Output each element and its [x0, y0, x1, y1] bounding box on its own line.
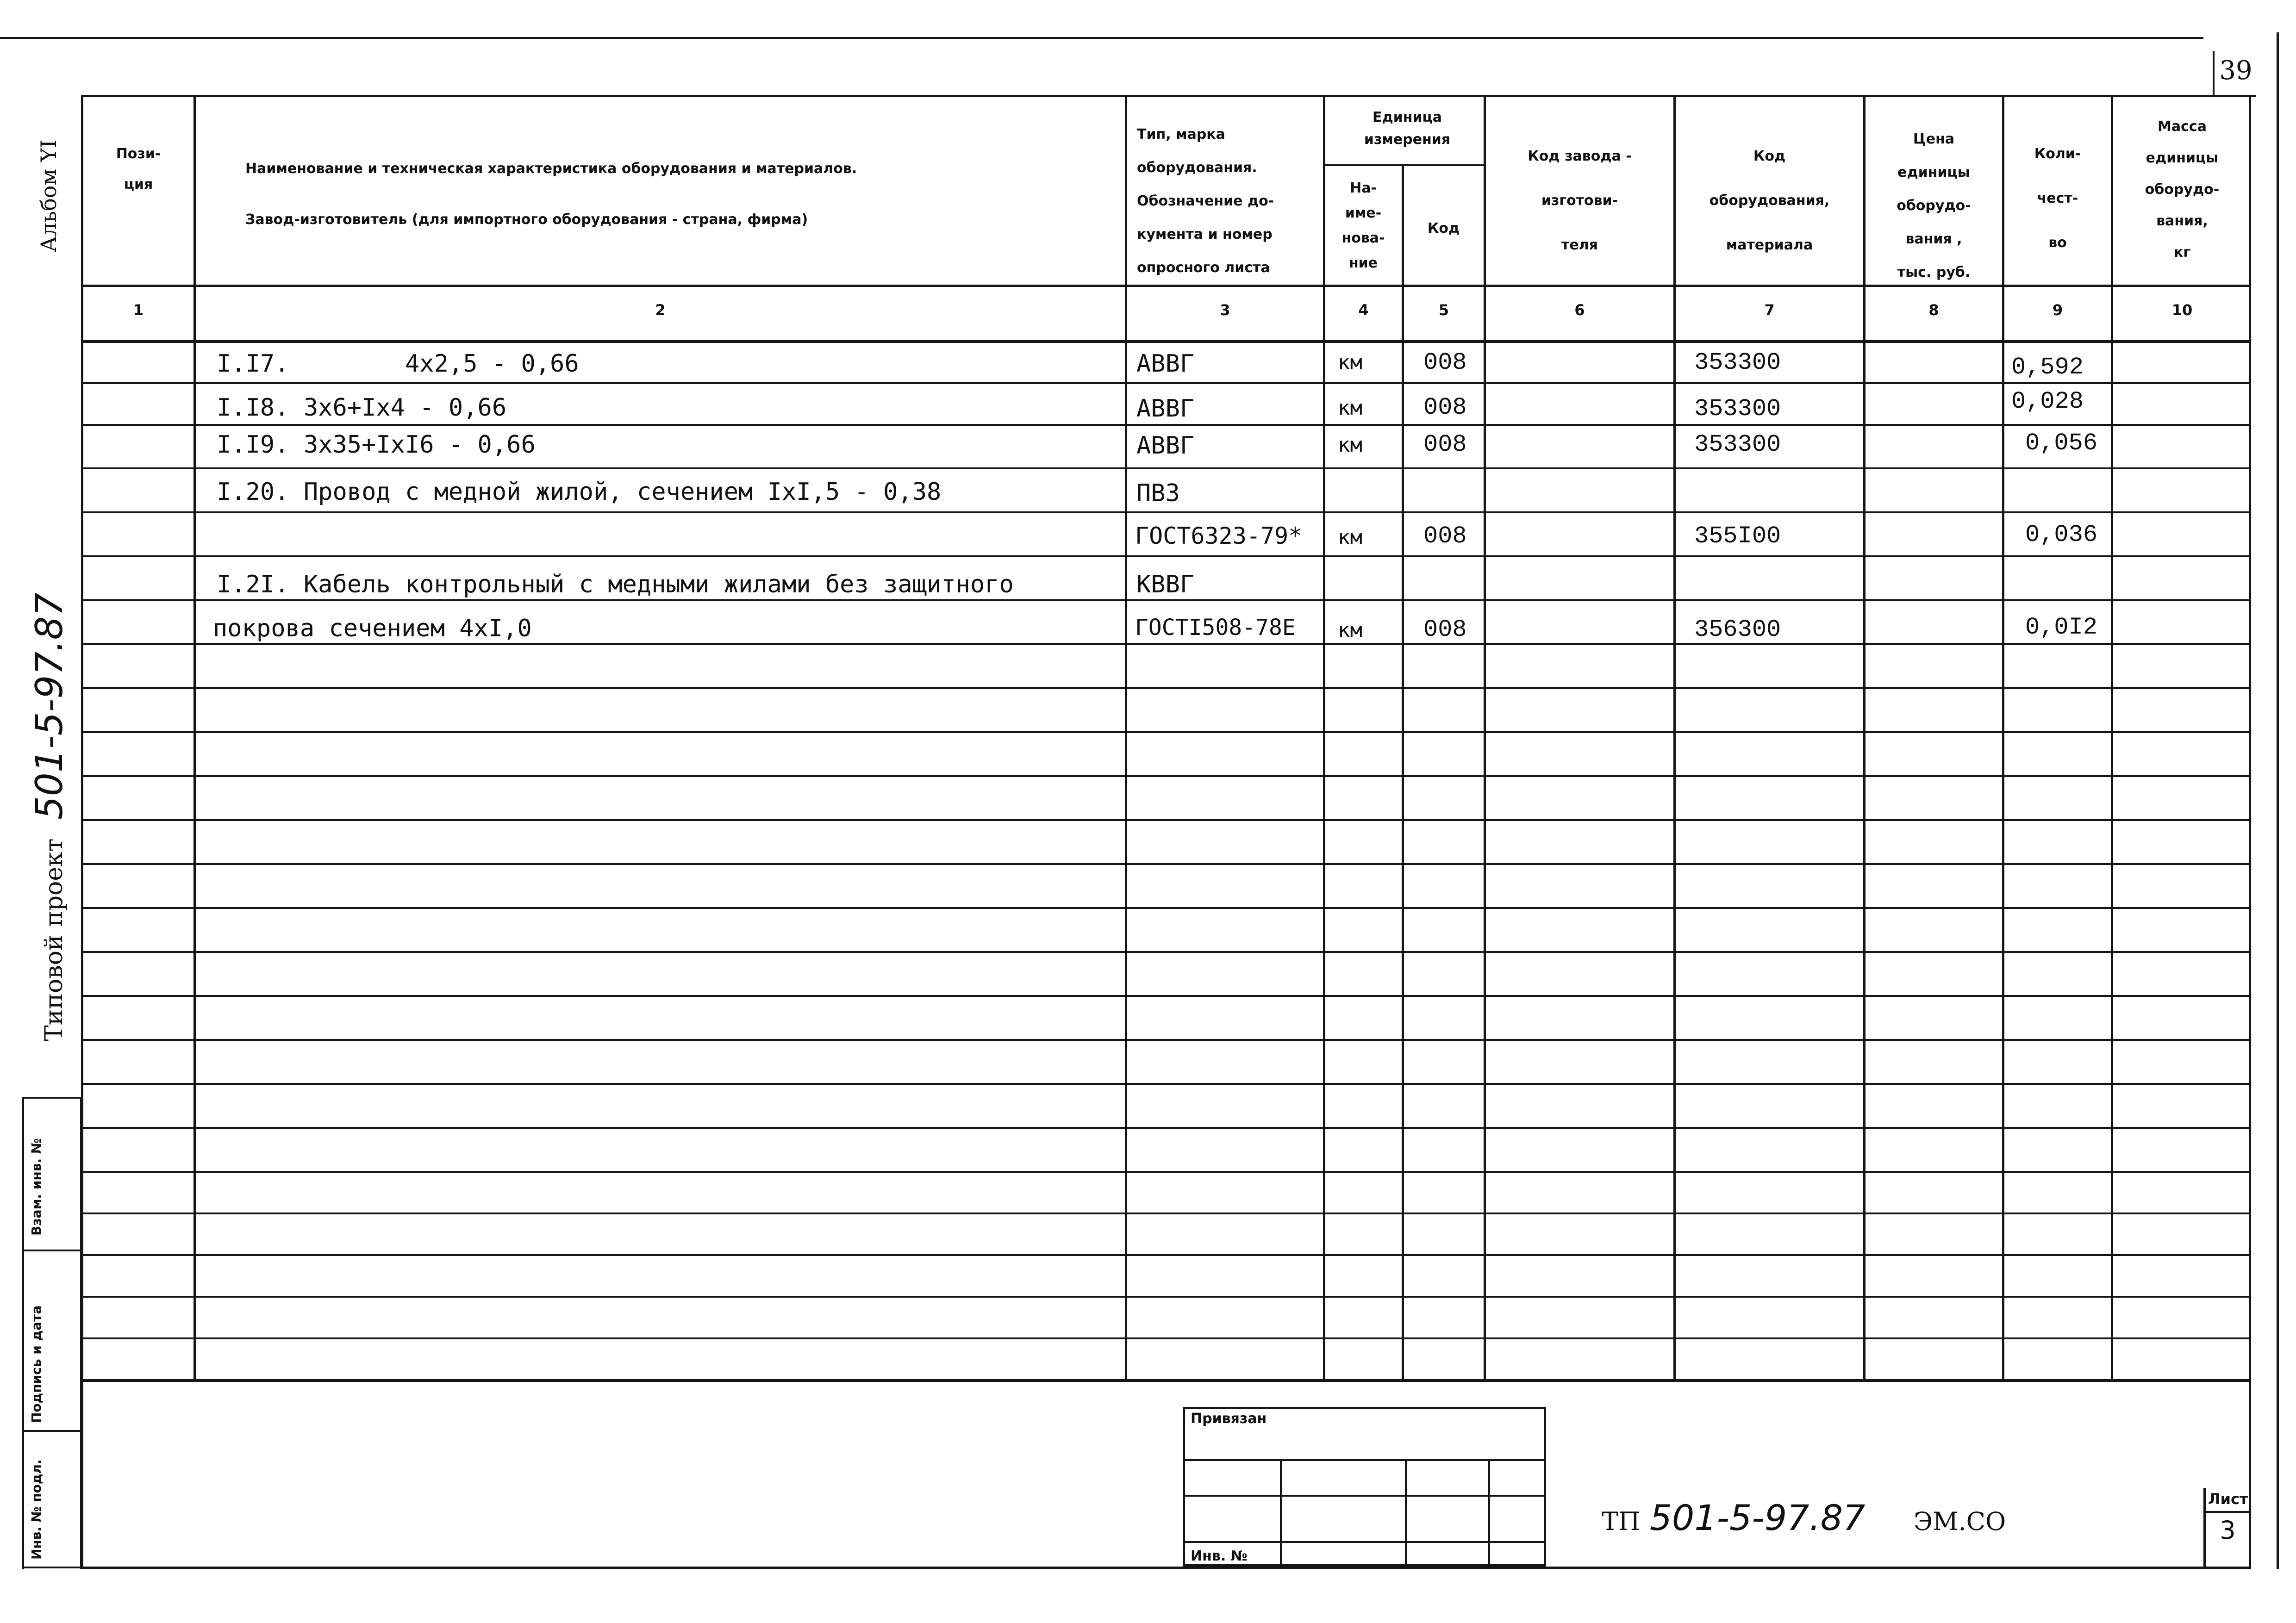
- header-unit-code: Код: [1427, 220, 1460, 236]
- row-unit: км: [1338, 433, 1362, 457]
- row-line: [81, 1171, 2251, 1173]
- stamp-divider: [22, 1430, 82, 1432]
- unit-subheader-line: [1323, 164, 1486, 166]
- row-line: [81, 1127, 2251, 1129]
- row-equipment-code: 356300: [1694, 616, 1781, 643]
- row-equipment-code: 353300: [1694, 395, 1781, 423]
- row-type: АВВГ: [1136, 395, 1195, 423]
- project-label: [28, 593, 71, 1041]
- stamp-divider: [22, 1097, 82, 1099]
- row-name: I.I8. 3x6+Ix4 - 0,66: [217, 394, 507, 422]
- row-line: [81, 1213, 2251, 1214]
- row-unit: км: [1338, 618, 1362, 642]
- stamp-label-replace: Взам. инв. №: [29, 1138, 44, 1236]
- header-line: материала: [1726, 237, 1813, 253]
- row-line: [81, 995, 2251, 997]
- stamp-divider: [22, 1567, 82, 1568]
- col-line: [1125, 95, 1127, 1381]
- stamp-divider: [22, 1250, 82, 1251]
- header-line: Код: [1753, 148, 1786, 164]
- bound-stamp-line: [1183, 1495, 1546, 1497]
- row-code: 008: [1423, 349, 1467, 376]
- row-quantity: 0,056: [2025, 429, 2098, 457]
- row-unit: км: [1338, 526, 1362, 549]
- header-line: Цена: [1913, 131, 1955, 147]
- col-line: [193, 95, 196, 1381]
- header-line: изготови-: [1541, 193, 1618, 209]
- col-line: [2111, 95, 2113, 1381]
- row-equipment-code: 353300: [1694, 431, 1781, 458]
- row-code: 008: [1423, 394, 1467, 421]
- column-number: 1: [133, 301, 144, 319]
- top-border-line: [0, 37, 2203, 39]
- row-name: I.2I. Кабель контрольный с медными жилами без защитного: [217, 571, 1014, 598]
- col-line: [1402, 164, 1404, 1381]
- row-type: ГОСТ6323-79*: [1135, 522, 1303, 549]
- bound-stamp-line: [1183, 1541, 1546, 1543]
- project-number: 501-5-97.87: [28, 592, 71, 820]
- row-name: I.I9. 3x35+IxI6 - 0,66: [217, 431, 536, 459]
- header-line: Пози-: [116, 146, 161, 162]
- header-line: Масса: [2158, 118, 2207, 135]
- header-line: чест-: [2037, 190, 2078, 206]
- row-line: [81, 775, 2251, 777]
- row-line: [81, 599, 2251, 601]
- row-code: 008: [1423, 522, 1467, 550]
- column-number: 4: [1358, 301, 1369, 319]
- row-quantity: 0,036: [2025, 521, 2098, 548]
- col-line: [1323, 95, 1325, 1381]
- row-line: [81, 555, 2251, 557]
- header-line: оборудо-: [1897, 198, 1971, 214]
- row-code: 008: [1423, 431, 1467, 458]
- row-code: 008: [1423, 616, 1467, 643]
- sheet-number: 3: [2220, 1516, 2236, 1545]
- row-type: АВВГ: [1136, 350, 1195, 378]
- bound-stamp-col: [1280, 1459, 1282, 1567]
- header-line: вания,: [2156, 213, 2208, 229]
- row-quantity: 0,028: [2011, 388, 2084, 415]
- stamp-label-signature: Подпись и дата: [29, 1305, 44, 1423]
- row-line: [81, 1296, 2251, 1298]
- doc-code-prefix: ТП: [1602, 1507, 1641, 1536]
- column-number: 9: [2052, 301, 2063, 319]
- album-label: Альбом YI: [36, 139, 61, 252]
- row-line: [81, 1039, 2251, 1041]
- row-quantity: 0,592: [2011, 354, 2084, 381]
- bound-label: Привязан: [1191, 1411, 1267, 1427]
- row-line: [81, 951, 2251, 953]
- row-line: [81, 687, 2251, 689]
- row-name: I.20. Провод с медной жилой, сечением IxI,5 - 0,38: [217, 478, 942, 506]
- page-number: 39: [2219, 56, 2252, 86]
- row-type: ГОСТI508-78Е: [1135, 615, 1296, 640]
- header-line: тыс. руб.: [1897, 264, 1971, 280]
- stamp-strip-left: [22, 1097, 24, 1569]
- header-line: На-: [1350, 180, 1377, 196]
- header-quantity: [2004, 132, 2111, 265]
- header-line: оборудования,: [1709, 193, 1830, 209]
- header-line: вания ,: [1905, 231, 1962, 247]
- row-line: [81, 643, 2251, 645]
- header-line: Обозначение до-: [1137, 193, 1274, 209]
- header-line: нова-: [1341, 230, 1385, 246]
- column-number: 8: [1928, 301, 1939, 319]
- header-equipment-code: [1676, 134, 1863, 267]
- header-line: кумента и номер: [1137, 226, 1273, 243]
- doc-code-suffix: ЭМ.СО: [1913, 1507, 2006, 1536]
- row-line: [81, 382, 2251, 384]
- row-line: [81, 511, 2251, 513]
- header-unit-group: Единица измерения: [1364, 109, 1451, 148]
- header-line: оборудования.: [1137, 160, 1257, 176]
- header-line: Тип, марка: [1137, 126, 1225, 143]
- column-number: 5: [1438, 301, 1449, 319]
- table-body-bottom-line: [81, 1379, 2251, 1382]
- col-line: [1484, 95, 1486, 1381]
- sheet-label: Лист: [2208, 1490, 2248, 1508]
- header-line: опросного листа: [1137, 260, 1270, 276]
- row-line: [81, 731, 2251, 733]
- header-line: ние: [1348, 255, 1378, 271]
- header-line: теля: [1561, 237, 1598, 253]
- row-line: [81, 907, 2251, 909]
- col-line: [2002, 95, 2004, 1381]
- header-line: ция: [124, 176, 153, 193]
- row-line: [81, 1083, 2251, 1085]
- col-line: [1673, 95, 1676, 1381]
- row-type: АВВГ: [1136, 432, 1195, 460]
- column-number: 7: [1764, 301, 1775, 319]
- header-line: име-: [1345, 205, 1382, 221]
- doc-code: [1602, 1497, 2006, 1538]
- row-quantity: 0,0I2: [2025, 614, 2098, 641]
- row-line: [81, 819, 2251, 821]
- row-line: [81, 1254, 2251, 1256]
- header-mass: [2113, 111, 2251, 268]
- header-position: [83, 139, 193, 200]
- row-line: [81, 424, 2251, 426]
- header-price: [1866, 123, 2002, 289]
- row-type: ПВЗ: [1136, 479, 1180, 507]
- row-unit: км: [1338, 396, 1362, 420]
- header-line: во: [2048, 235, 2067, 251]
- header-line: Коли-: [2034, 146, 2081, 162]
- header-line: кг: [2173, 244, 2191, 261]
- header-factory-code: [1486, 134, 1673, 267]
- header-line: единицы: [1897, 164, 1970, 180]
- doc-code-number: 501-5-97.87: [1649, 1497, 1866, 1538]
- row-line: [81, 467, 2251, 469]
- sheet-box-line: [2203, 1511, 2251, 1513]
- row-name: I.I7. 4x2,5 - 0,66: [217, 350, 579, 378]
- header-line: единицы: [2146, 150, 2219, 166]
- row-name: покрова сечением 4xI,0: [213, 615, 532, 642]
- bound-stamp-col: [1488, 1459, 1490, 1567]
- right-border-line: [2277, 32, 2279, 1569]
- row-equipment-code: 353300: [1694, 349, 1781, 376]
- header-type: [1129, 118, 1322, 285]
- header-line: оборудо-: [2145, 181, 2220, 198]
- column-number: 6: [1574, 301, 1585, 319]
- colnum-bottom-line: [81, 340, 2251, 343]
- row-equipment-code: 355I00: [1694, 522, 1781, 550]
- row-line: [81, 863, 2251, 865]
- bound-stamp-line: [1183, 1459, 1546, 1461]
- bound-stamp-col: [1405, 1459, 1407, 1567]
- header-name: [245, 143, 1116, 245]
- header-line: Код завода -: [1528, 148, 1632, 164]
- column-number: 3: [1220, 301, 1230, 319]
- header-unit-name: [1325, 176, 1402, 276]
- column-number: 2: [655, 301, 666, 319]
- row-unit: км: [1338, 351, 1362, 374]
- header-line: Наименование и техническая характеристика оборудования и материалов.: [245, 161, 857, 177]
- stamp-label-inventory: Инв. № подл.: [29, 1459, 44, 1560]
- row-line: [81, 1337, 2251, 1339]
- inv-label: Инв. №: [1191, 1548, 1248, 1564]
- column-number: 10: [2171, 301, 2193, 319]
- row-type: КВВГ: [1136, 571, 1195, 598]
- header-line: Завод-изготовитель (для импортного оборудования - страна, фирма): [245, 211, 808, 228]
- project-prefix: Типовой проект: [40, 838, 68, 1041]
